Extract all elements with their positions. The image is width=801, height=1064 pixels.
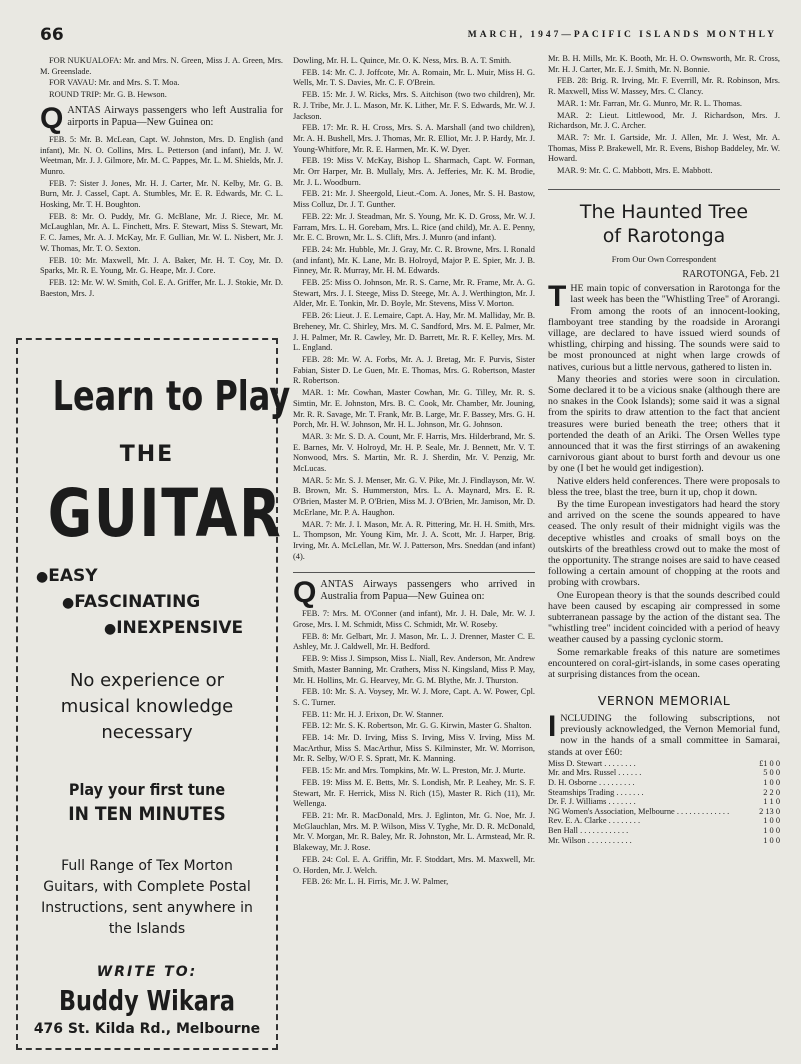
drop-cap: I (548, 709, 557, 743)
passenger-entry: MAR. 7: Mr. J. I. Mason, Mr. A. R. Pittering, Mr. H. H. Smith, Mrs. L. Thompson, Mr. Young Kim, Mr. J. A. Scott, Mr. J. Harper, Brig. Irving, Mr. A. McLellan, Mr. W. J. Patterson, Mrs. Sneddan (and infant) (4). (293, 519, 535, 561)
story-top-rule (548, 189, 780, 190)
passenger-entry: FEB. 15: Mr. J. W. Ricks, Mrs. S. Aitchison (two two children), Mr. R. J. Tribe, Mr. J. L. Mason, Mr. K. Lither, Mr. F. S. Edwards, Mr. W. J. Jackson. (293, 90, 535, 121)
memorial-title: VERNON MEMORIAL (597, 693, 731, 709)
bullet-icon: ● (62, 595, 75, 611)
story-title-line: of Rarotonga (602, 224, 726, 247)
story-paragraph (548, 280, 780, 373)
passenger-entry: FEB. 24: Mr. Hubble, Mr. J. Gray, Mr. C. R. Browne, Mrs. I. Ronald (and infant), Mr. K. Lane, Mr. B. Holroyd, Major P. E. Spier, Mr. J. B. Finney, Mr. R. Murray, Mr. H. M. Edwards. (293, 244, 535, 276)
subscription-amount: 5 0 0 (763, 768, 780, 778)
passenger-entry: FEB. 22: Mr. J. Steadman, Mr. S. Young, Mr. K. D. Gross, Mr. W. J. Farram, Mrs. L. H. Gorebam, Mrs. L. Rice (and child), Mr. A. E. Penny, Mr. E. C. Brown, Mr. L. S. Clift, Mrs. J. Munro (and infant). (293, 211, 535, 243)
story-body (548, 280, 780, 681)
table-row (548, 816, 780, 826)
ad-bullet (26, 592, 268, 612)
subscription-amount: 1 0 0 (763, 816, 780, 826)
story-paragraph: By the time European investigators had heard the story and arrived on the scene the sounds appeared to have ceased. The only result of their midnight vigils was the deceptive whistles and croaks of small boys on the outskirts of the breathless crowd out to make the most of the opportunity. The strange noises are said to have ceased following a certain amount of chopping at the roots and probing with crowbars. (548, 499, 780, 589)
passenger-entry: FEB. 8: Mr. Gelbart, Mr. J. Mason, Mr. L. J. Drenner, Master C. E. Ashley, Mr. J. Caldwell, Mr. H. Bedford. (293, 631, 535, 652)
bullet-icon: ● (104, 621, 117, 637)
passenger-entry: MAR. 7: Mr. I. Gartside, Mr. J. Allen, Mr. J. West, Mr. A. Thomas, Miss P. Brakewell, Mr. R. Evens, Bishop Baddeley, Mr. W. Howard. (548, 132, 780, 164)
table-row (548, 768, 780, 778)
passenger-entry: FEB. 12: Mr. W. W. Smith, Col. E. A. Griffer, Mr. L. J. Stokie, Mr. D. Baeston, Mrs. J. (40, 277, 283, 298)
passenger-entry: Dowling, Mr. H. L. Quince, Mr. O. K. Ness, Mrs. B. A. T. Smith. (293, 56, 512, 65)
passenger-entry: FEB. 28: Brig. R. Irving, Mr. F. Everrill, Mr. R. Robinson, Mrs. R. Maxwell, Miss W. Massey, Mrs. C. Clancy. (548, 76, 780, 97)
subscriber-name: D. H. Osborne . . . . . . . . . (548, 777, 635, 787)
subscriber-name: NG Women's Association, Melbourne . . . . . . . . . . . . . (548, 806, 730, 816)
subscription-amount: 2 13 0 (759, 806, 780, 816)
passenger-entry: FEB. 21: Mr. J. Sheergold, Lieut.-Com. A. Jones, Mr. S. H. Bastow, Miss Colluz, Dr. J. T. Gunther. (293, 189, 535, 210)
subscriptions-table (548, 759, 780, 845)
column-2 (293, 56, 535, 889)
qantas-departures-intro (40, 101, 283, 135)
subscriber-name: Dr. F. J. Williams . . . . . . . (548, 797, 636, 807)
ad-no-experience (26, 668, 268, 746)
ad-line: Instructions, sent anywhere in (41, 900, 253, 916)
bullet-text: INEXPENSIVE (116, 618, 244, 638)
departure-line: FOR NUKUALOFA: Mr. and Mrs. N. Green, Miss J. A. Green, Mrs. M. Greenslade. (40, 56, 283, 76)
table-row (548, 807, 780, 817)
subscriber-name: Rev. E. A. Clarke . . . . . . . . (548, 816, 641, 826)
running-head: MARCH, 1947—PACIFIC ISLANDS MONTHLY (467, 30, 777, 40)
passenger-entry: MAR. 2: Lieut. Littlewood, Mr. J. Richardson, Mrs. J. Richardson, Mr. J. C. Archer. (548, 110, 780, 131)
passenger-entry: FEB. 26: Mr. L. H. Firris, Mr. J. W. Palmer, (302, 877, 449, 887)
table-row (548, 778, 780, 788)
subscriber-name: Miss D. Stewart . . . . . . . . (548, 758, 636, 768)
drop-cap: T (548, 280, 567, 314)
bullet-text: EASY (48, 566, 98, 586)
passenger-entry: FEB. 10: Mr. Maxwell, Mr. J. A. Baker, Mr. H. T. Coy, Mr. D. Sparks, Mr. R. E. Young, Mr. G. Heape, Mr. J. Core. (40, 255, 283, 276)
bullet-icon: ● (36, 569, 49, 585)
ad-the: THE (119, 442, 175, 467)
passenger-entry: FEB. 5: Mr. B. McLean, Capt. W. Johnston, Mrs. D. English (and infant), Mr. N. O. Collins, Mrs. L. Petterson (and infant), Mr. J. W. Weetman, Mr. J. J. Gilmore, Mr. M. C. Pappes, Mr. L. M. Shields, Mr. J. Munro. (40, 134, 283, 176)
passenger-entry: MAR. 1: Mr. Cowhan, Master Cowhan, Mr. G. Tilley, Mr. R. S. Simtin, Mr. E. Johnston, Mrs. B. C. Cook, Mr. Chamber, Mr. Jouning, Mr. R. R. Savage, Mr. T. Frank, Mr. B. Large, Mr. F. Bassey, Mrs. G. H. Porch, Mr. H. W. Johnson, Mr. H. L. Johnson, Mr. G. Johnson. (293, 388, 535, 430)
passenger-entry: MAR. 1: Mr. Farran, Mr. G. Munro, Mr. R. L. Thomas. (557, 98, 743, 108)
ad-bullet (26, 618, 268, 638)
drop-cap: Q (293, 576, 317, 610)
story-paragraph: Some remarkable freaks of this nature are sometimes encountered on coral-girt-islands, in some cases operating at surprising distances from the ocean. (548, 646, 780, 681)
ad-first-tune (38, 778, 256, 826)
intro-text: ANTAS Airways passengers who arrived in Australia from Papua—New Guinea on: (320, 579, 535, 603)
subscriber-name: Ben Hall . . . . . . . . . . . . (548, 825, 629, 835)
memorial-paragraph (548, 709, 780, 758)
ad-line: necessary (101, 722, 193, 743)
guitar-advertisement (16, 338, 291, 1050)
subscription-amount: 1 1 0 (763, 797, 780, 807)
page-header (40, 24, 777, 46)
passenger-entry: FEB. 7: Mrs. M. O'Conner (and infant), Mr. J. H. Dale, Mr. W. J. Grose, Mrs. I. M. Schmidt, Miss C. Schmidt, Mr. W. Roseby. (293, 609, 535, 630)
qantas-arrivals-intro (293, 576, 535, 610)
passenger-entry: Mr. B. H. Mills, Mr. K. Booth, Mr. H. O. Ownsworth, Mr. R. Cross, Mr. H. J. Carter, Mr. E. J. Smith, Mr. N. Bonnie. (548, 54, 780, 74)
section-divider (293, 572, 535, 573)
memorial-intro (548, 709, 780, 758)
story-paragraph: Many theories and stories were soon in circulation. Some declared it to be a vicious snake (although there are no snakes in the Cook Islands); some said it was a signal from the spirits to draw attention to the fact that ancient treasures were buried beneath the tree; others that it portended the death of an Ariki. The Orsen Welles type announced that it was the first stirrings of an awakening carnivorous giant about to burst forth and devour us one by one (I bet he would get indigestion). (548, 373, 780, 475)
page-number: 66 (40, 25, 64, 45)
departure-line: ROUND TRIP: Mr. G. B. Hewson. (49, 90, 167, 100)
ad-line: Guitars, with Complete Postal (43, 879, 251, 895)
ad-line: Play your first tune (68, 780, 226, 799)
passenger-entry: FEB. 25: Miss O. Johnson, Mr. R. S. Carne, Mr. R. Frame, Mr. A. G. Stewart, Mrs. J. I. Steege, Miss D. Steege, Mr. A. J. Werthington, Mr. J. Alder, Mr. E. Tonkin, Mr. D. Boyle, Mr. Stevens, Miss V. Morton. (293, 278, 535, 309)
subscription-amount: 1 0 0 (763, 835, 780, 845)
passenger-entry: MAR. 3: Mr. S. D. A. Count, Mr. F. Harris, Mrs. Hilderbrand, Mr. S. E. Barnes, Mr. V. Holroyd, Mr. H. P. Seale, Mr. J. Bennett, Mr. V. T. Nonwood, Mrs. S. Martin, Mr. R. J. Sherdin, Mr. V. Penzig, Mr. McLucas. (293, 431, 535, 474)
paragraph-text: HE main topic of conversation in Rarotonga for the last week has been the "Whistling Tree" of Arorangi. From among the roots of an innocent-looking, flamboyant tree standing by the roadside in Arorangi village, are declared to have issued wierd sounds of whistling, chirping and hissing. The sounds were said to be most pronounced at night when large crowds of natives, curious but a little nervous, gathered to listen in. (548, 283, 780, 373)
passenger-entry: FEB. 17: Mr. R. H. Cross, Mrs. S. A. Marshall (and two children), Mr. A. H. Bushell, Mrs. J. Thomas, Mr. R. Elliot, Mr. J. P. Hardy, Mr. J. Young-Whitfore, Mr. R. E. Harmen, Mr. K. W. Dyer. (293, 123, 535, 154)
subscription-amount: £1 0 0 (759, 758, 780, 768)
bullet-text: FASCINATING (74, 592, 201, 612)
ad-line: IN TEN MINUTES (68, 803, 226, 825)
passenger-entry: FEB. 24: Col. E. A. Griffin, Mr. F. Stoddart, Mrs. M. Maxwell, Mr. O. Horden, Mr. J. Welch. (293, 854, 535, 875)
passenger-entry: FEB. 8: Mr. O. Puddy, Mr. G. McBlane, Mr. J. Riece, Mr. M. McLaughlan, Mr. A. L. Finchett, Mrs. F. Stewart, Miss S. Stewart, Mr. F. C. James, Mr. A. J. McKay, Mr. F. Gullian, Mr. W. L. Nisbert, Mr. J. W. Thomas, Mr. T. O. Sexton. (40, 211, 283, 253)
ad-full-range (26, 856, 268, 940)
ad-line: musical knowledge (60, 696, 234, 717)
ad-headline: Learn to Play (52, 372, 291, 420)
subscription-amount: 2 2 0 (763, 787, 780, 797)
passenger-entry: FEB. 28: Mr. W. A. Forbs, Mr. A. J. Bretag, Mr. F. Purvis, Sister Fabian, Sister D. Le Guen, Mr. E. Thomas, Mrs. G. Robertson, Master R. Robertson. (293, 354, 535, 386)
column-1 (40, 56, 283, 300)
table-row (548, 836, 780, 846)
subscription-amount: 1 0 0 (763, 825, 780, 835)
passenger-entry: MAR. 9: Mr. C. C. Mabbott, Mrs. E. Mabbott. (557, 166, 713, 176)
ad-guitar: GUITAR (47, 475, 283, 552)
story-paragraph: One European theory is that the sounds described could have been caused by escaping air compressed in some subterranean passage by the action of the distant sea. The "whistling tree" incident coincided with a period of heavy weather caused by a passing cyclonic storm. (548, 589, 780, 646)
passenger-entry: FEB. 11: Mr. H. J. Erixon, Dr. W. Stanner. (302, 709, 444, 719)
paragraph-text: NCLUDING the following subscriptions, not previously acknowledged, the Vernon Memorial fund, now in the hands of a small committee in Samarai, stands at over £60: (548, 712, 780, 758)
passenger-entry: FEB. 19: Miss V. McKay, Bishop L. Sharmach, Capt. W. Forman, Mr. Orr Harper, Mr. B. Mullaly, Mrs. A. Jefferies, Mr. K. M. Brodie, Mr. J. L. Woodburn. (293, 156, 535, 187)
passenger-entry: MAR. 5: Mr. S. J. Menser, Mr. G. V. Pike, Mr. J. Findlayson, Mr. W. B. Brown, Mr. S. Hummerston, Mrs. L. A. Maynard, Mrs. E. R. O'Brien, Master M. P. O'Brien, Miss M. J. O'Brien, Mr. Jamison, Mr. D. McErlane, Mr. P. A. Haughon. (293, 475, 535, 517)
ad-bullets (26, 566, 268, 638)
ad-bullet (26, 566, 268, 586)
ad-address: 476 St. Kilda Rd., Melbourne (33, 1021, 261, 1037)
table-row (548, 788, 780, 798)
passenger-entry: FEB. 15: Mr. and Mrs. Tompkins, Mr. W. L. Preston, Mr. J. Murte. (302, 766, 526, 776)
passenger-entry: FEB. 9: Miss J. Simpson, Miss L. Niall, Rev. Anderson, Mr. Andrew Smith, Master Banning, Mr. Crathers, Miss N. Kingsland, Miss P. May, Mr. H. Hollins, Mr. G. Hearvey, Mr. G. M. Blythe, Mr. J. Thurston. (293, 654, 535, 685)
table-row (548, 797, 780, 807)
story-title-line: The Haunted Tree (579, 200, 749, 223)
story-paragraph: Native elders held conferences. There were proposals to bless the tree, blast the tree, burn it up, chop it down. (548, 475, 780, 498)
passenger-entry: FEB. 26: Lieut. J. E. Lemaire, Capt. A. Hay, Mr. M. Malliday, Mr. B. Breheney, Mr. C. Shirley, Mrs. M. C. Sandford, Mrs. M. E. Palmer, Mr. J. H. Palmer, Mr. R. Cawley, Mr. D. Barrett, Mr. R. F. Kelley, Mrs. M. L. England. (293, 311, 535, 353)
story-title (548, 200, 780, 248)
story-byline: From Our Own Correspondent (611, 253, 717, 264)
subscriber-name: Steamships Trading . . . . . . . (548, 787, 644, 797)
ad-name: Buddy Wikara (58, 984, 236, 1017)
table-row (548, 826, 780, 836)
subscription-amount: 1 0 0 (763, 777, 780, 787)
passenger-entry: FEB. 14: Mr. C. J. Joffcote, Mr. A. Romain, Mr. L. Muir, Miss H. G. Wells, Mr. T. S. Davies, Mr. C. F. O'Brein. (293, 67, 535, 88)
table-row (548, 759, 780, 769)
drop-cap: Q (40, 101, 64, 135)
passenger-entry: FEB. 10: Mr. S. A. Voysey, Mr. W. J. More, Capt. A. W. Power, Cpl. S. C. Turner. (293, 687, 535, 707)
intro-text: ANTAS Airways passengers who left Australia for airports in Papua—New Guinea on: (67, 104, 283, 128)
subscriber-name: Mr. and Mrs. Russel . . . . . . (548, 768, 642, 778)
passenger-entry: FEB. 7: Sister J. Jones, Mr. H. J. Carter, Mr. N. Kelby, Mr. G. B. Burn, Mr. J. Cassel, Capt. A. Stumbles, Mr. E. R. Edwards, Mr. C. L. Hosking, Mr. T. H. Boughton. (40, 178, 283, 210)
passenger-entry: FEB. 14: Mr. D. Irving, Miss S. Irving, Miss V. Irving, Miss M. MacArthur, Miss S. MacArthur, Miss S. Kilminster, Mr. W. Morrison, Mr. R. Selby, W/O F. S. Spratt, Mr. K. Manning. (293, 733, 535, 764)
passenger-entry: FEB. 19: Miss M. E. Betts, Mr. S. Londish, Mr. P. Leahey, Mr. S. F. Stewart, Mr. F. Herrick, Miss N. Rich (15), Master R. Rich (11), Mr. Wellenga. (293, 777, 535, 809)
column-3 (548, 54, 780, 845)
ad-line: the Islands (108, 921, 186, 937)
story-dateline: RAROTONGA, Feb. 21 (682, 269, 780, 281)
passenger-entry: FEB. 12: Mr. S. K. Robertson, Mr. G. G. Kirwin, Master G. Shalton. (302, 721, 532, 731)
passenger-entry: FEB. 21: Mr. R. MacDonald, Mrs. J. Eglinton, Mr. G. Noe, Mr. J. McGlauchlan, Mrs. M. P. Wilson, Miss V. Tyghe, Mr. D. R. McDonald, Mr. V. Morgan, Mr. R. Baley, Mr. R. Johnston, Mr. L. Armstead, Mr. R. Blakeway, Mr. J. Rose. (293, 811, 535, 853)
ad-line: Full Range of Tex Morton (61, 858, 233, 874)
subscriber-name: Mr. Wilson . . . . . . . . . . . (548, 835, 632, 845)
departure-line: FOR VAVAU: Mr. and Mrs. S. T. Moa. (49, 78, 180, 88)
ad-write-to: WRITE TO: (96, 964, 198, 980)
ad-line: No experience or (69, 670, 225, 691)
